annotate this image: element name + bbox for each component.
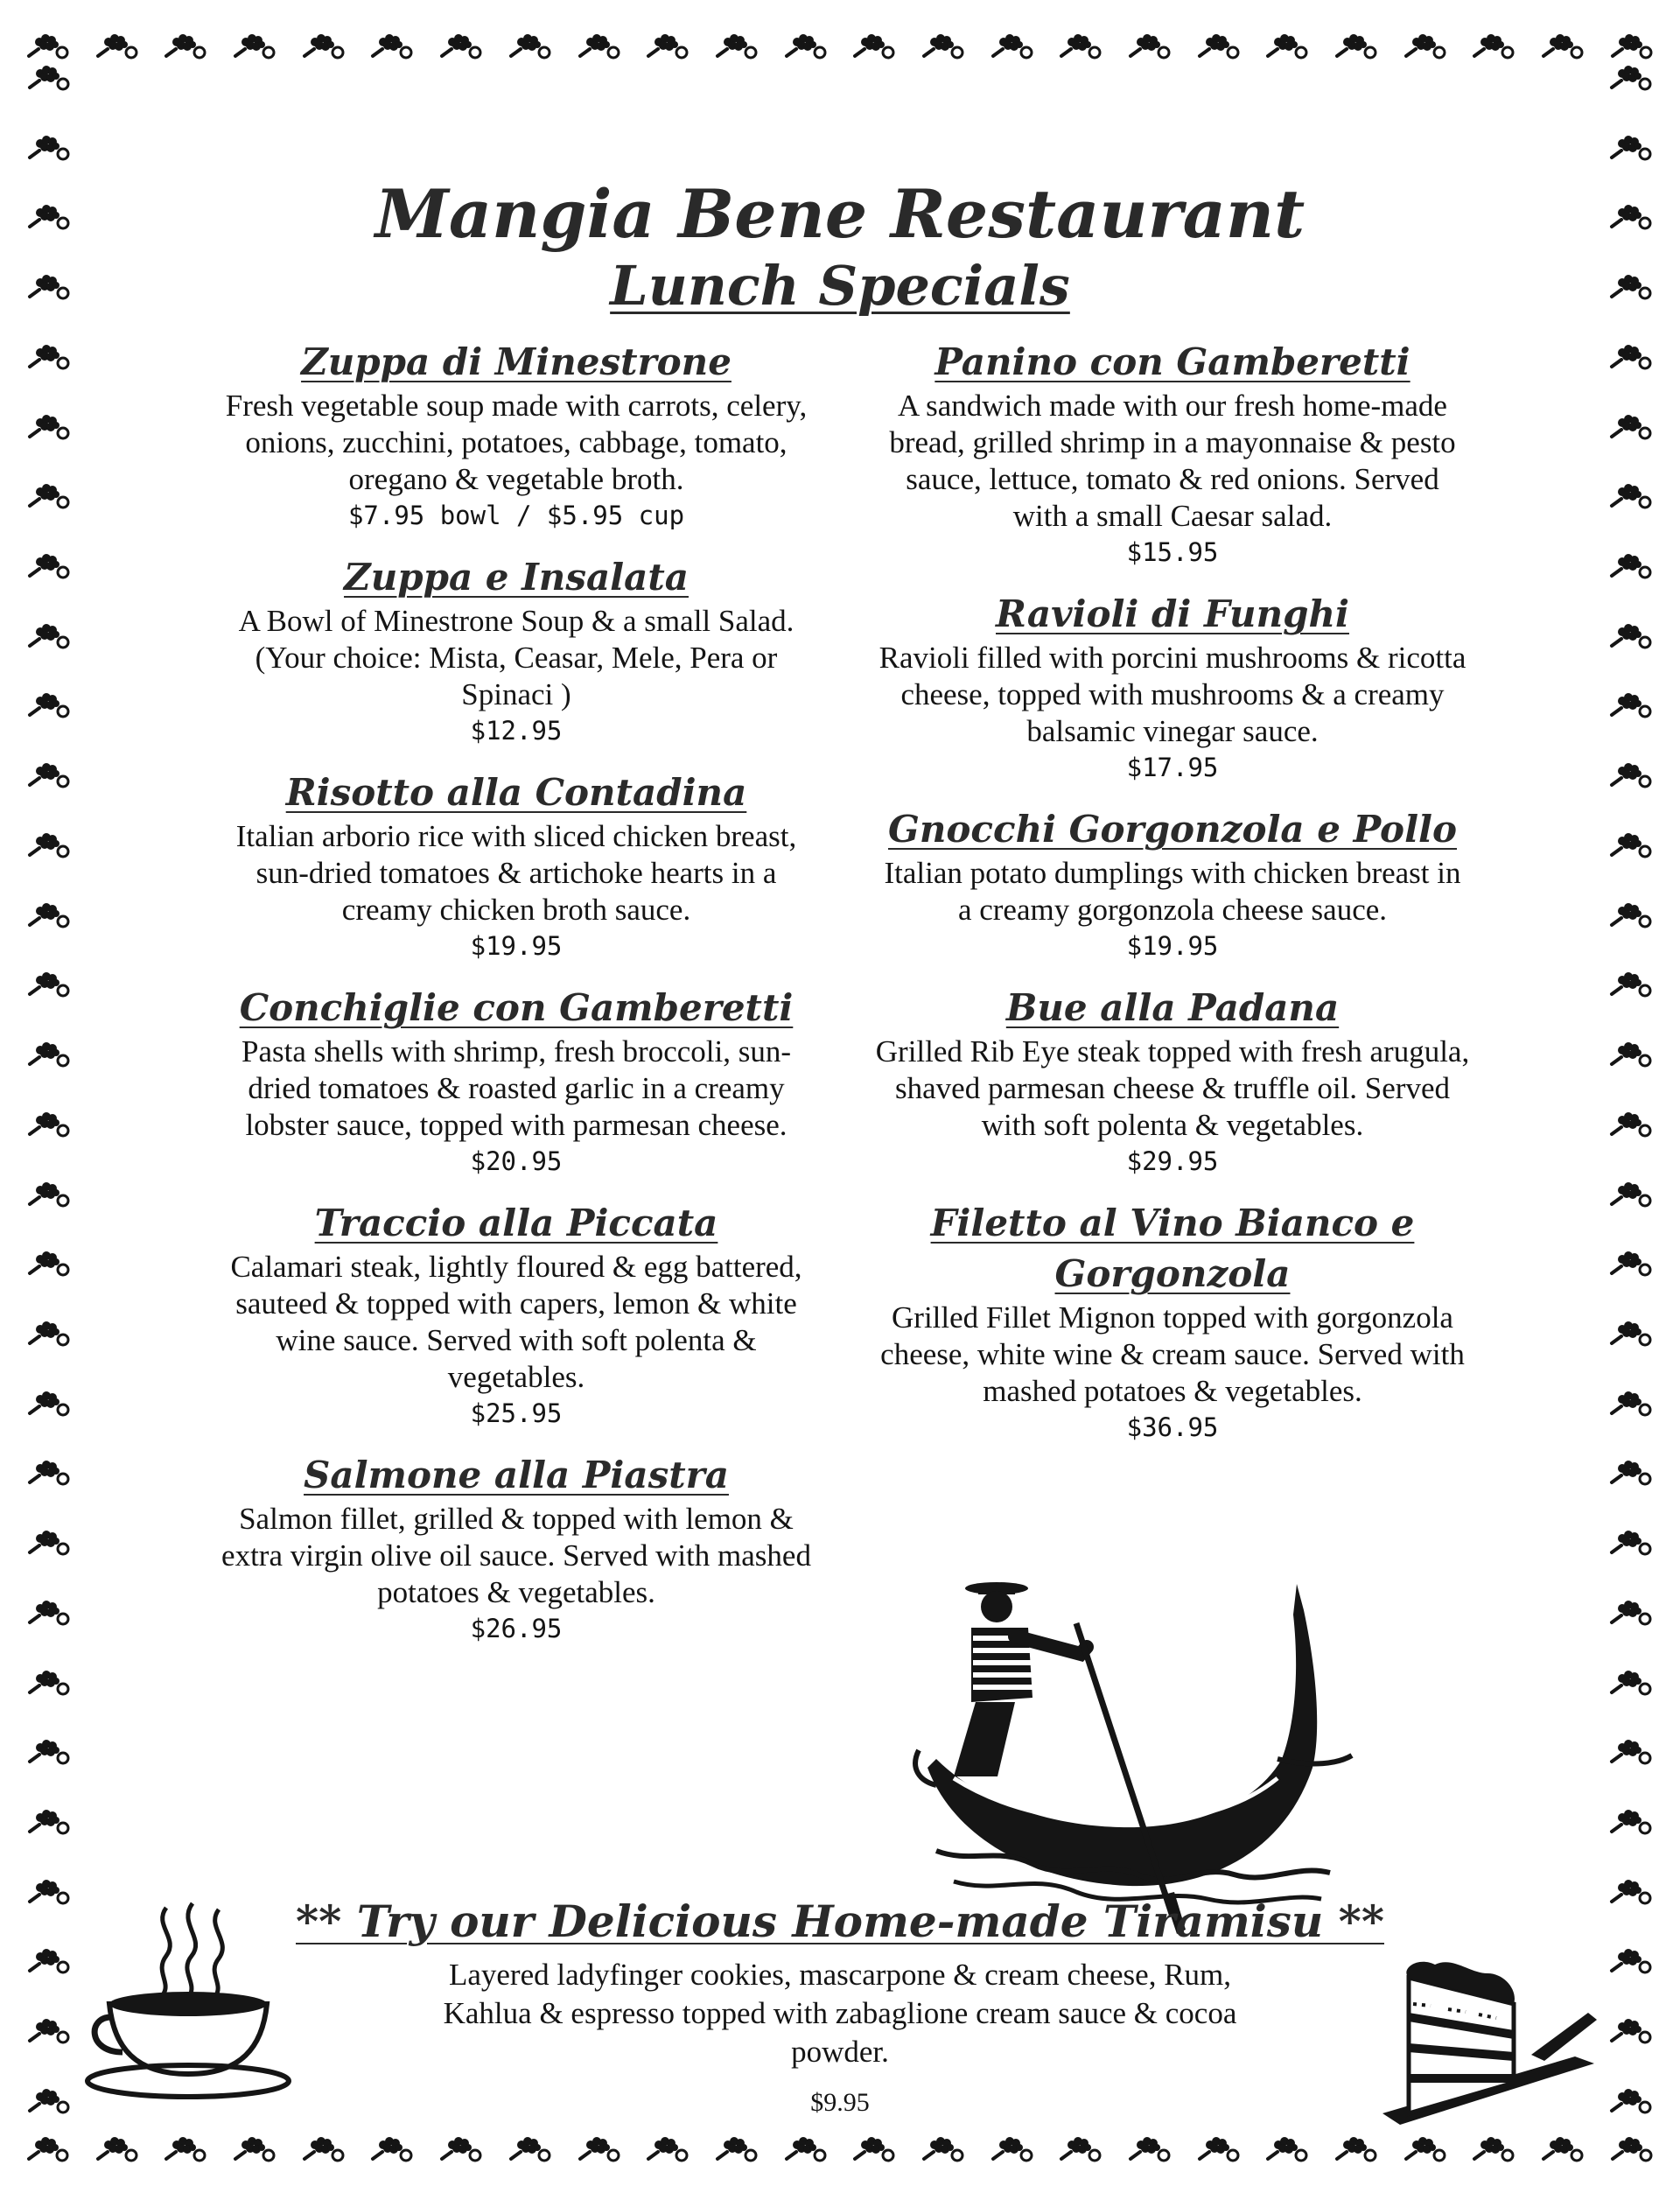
- grape-cluster-icon: [95, 2133, 139, 2166]
- menu-item: [866, 1198, 1479, 1445]
- dish-description: Grilled Rib Eye steak topped with fresh arugula, shaved parmesan cheese & truffle oil. Served with soft polenta & vegetables.: [875, 1034, 1470, 1142]
- grape-cluster-icon: [26, 30, 70, 63]
- grape-cluster-icon: [1609, 1596, 1653, 1629]
- grape-cluster-icon: [1541, 2133, 1585, 2166]
- dish-price: $19.95: [470, 931, 563, 961]
- coffee-cup-icon: [83, 1899, 302, 2100]
- grape-cluster-icon: [1609, 1666, 1653, 1699]
- grape-cluster-icon: [164, 30, 207, 63]
- dish-name: Conchiglie con Gamberetti: [239, 986, 794, 1029]
- grape-cluster-icon: [302, 2133, 346, 2166]
- grape-cluster-icon: [1609, 1038, 1653, 1071]
- dish-description: Italian potato dumplings with chicken breast in a creamy gorgonzola cheese sauce.: [884, 856, 1461, 927]
- grape-cluster-icon: [26, 2133, 70, 2166]
- dish-name: Ravioli di Funghi: [996, 592, 1349, 635]
- dish-name: Panino con Gamberetti: [934, 340, 1410, 383]
- dish-description: Ravioli filled with porcini mushrooms & ricotta cheese, topped with mushrooms & a creamy balsamic vinegar sauce.: [878, 641, 1466, 748]
- dish-description: Pasta shells with shrimp, fresh broccoli, sun-dried tomatoes & roasted garlic in a creamy lobster sauce, topped with parmesan cheese.: [242, 1034, 791, 1142]
- grape-cluster-icon: [1334, 30, 1378, 63]
- gondola-icon: [901, 1549, 1356, 1934]
- grape-cluster-icon: [27, 1178, 71, 1211]
- border-top: [26, 22, 1654, 71]
- border-bottom: [26, 2125, 1654, 2174]
- grape-cluster-icon: [1609, 1387, 1653, 1420]
- dessert-section: [262, 1895, 1418, 2122]
- menu-item: [866, 589, 1479, 785]
- menu-item: [866, 337, 1479, 570]
- grape-cluster-icon: [27, 899, 71, 932]
- dish-price: $19.95: [1126, 931, 1219, 961]
- grape-cluster-icon: [1472, 30, 1516, 63]
- grape-cluster-icon: [1609, 968, 1653, 1001]
- dessert-name: ** Try our Delicious Home-made Tiramisu **: [296, 1895, 1384, 1947]
- grape-cluster-icon: [164, 2133, 207, 2166]
- dish-price: $36.95: [1126, 1412, 1219, 1442]
- grape-cluster-icon: [27, 410, 71, 444]
- grape-cluster-icon: [784, 2133, 828, 2166]
- grape-cluster-icon: [508, 2133, 552, 2166]
- grape-cluster-icon: [1059, 30, 1102, 63]
- dish-price: $25.95: [470, 1398, 563, 1428]
- grape-cluster-icon: [990, 30, 1034, 63]
- grape-cluster-icon: [27, 829, 71, 862]
- grape-cluster-icon: [233, 2133, 276, 2166]
- grape-cluster-icon: [1609, 1735, 1653, 1769]
- grape-cluster-icon: [1609, 61, 1653, 95]
- grape-cluster-icon: [1609, 2014, 1653, 2048]
- grape-cluster-icon: [1609, 131, 1653, 165]
- grape-cluster-icon: [990, 2133, 1034, 2166]
- dish-name: Zuppa di Minestrone: [301, 340, 732, 383]
- dish-description: Italian arborio rice with sliced chicken breast, sun-dried tomatoes & artichoke hearts in a creamy chicken broth sauce.: [235, 819, 797, 927]
- border-left: [24, 61, 74, 2118]
- menu-item: [866, 804, 1479, 963]
- grape-cluster-icon: [1265, 2133, 1309, 2166]
- grape-cluster-icon: [27, 1596, 71, 1629]
- grape-cluster-icon: [1609, 1875, 1653, 1909]
- grape-cluster-icon: [1541, 30, 1585, 63]
- grape-cluster-icon: [27, 2014, 71, 2048]
- grape-cluster-icon: [27, 620, 71, 653]
- grape-cluster-icon: [1404, 2133, 1447, 2166]
- grape-cluster-icon: [1609, 1805, 1653, 1839]
- dessert-price: $9.95: [810, 2088, 870, 2117]
- dish-name: Filetto al Vino Bianco e Gorgonzola: [930, 1202, 1415, 1295]
- grape-cluster-icon: [27, 1944, 71, 1978]
- menu-item: [210, 552, 822, 748]
- grape-cluster-icon: [27, 1666, 71, 1699]
- grape-cluster-icon: [1609, 689, 1653, 722]
- grape-cluster-icon: [1609, 620, 1653, 653]
- grape-cluster-icon: [27, 1805, 71, 1839]
- border-right: [1606, 61, 1656, 2118]
- grape-cluster-icon: [578, 2133, 621, 2166]
- grape-cluster-icon: [27, 340, 71, 374]
- grape-cluster-icon: [27, 1108, 71, 1141]
- dish-price: $12.95: [470, 716, 563, 746]
- grape-cluster-icon: [1609, 410, 1653, 444]
- dish-name: Salmone alla Piastra: [304, 1454, 729, 1496]
- grape-cluster-icon: [1609, 759, 1653, 792]
- grape-cluster-icon: [1059, 2133, 1102, 2166]
- dish-price: $26.95: [470, 1614, 563, 1643]
- grape-cluster-icon: [27, 759, 71, 792]
- page-subtitle: Lunch Specials: [610, 254, 1070, 318]
- grape-cluster-icon: [1609, 1944, 1653, 1978]
- dish-name: Bue alla Padana: [1005, 986, 1340, 1029]
- grape-cluster-icon: [1610, 30, 1654, 63]
- grape-cluster-icon: [27, 61, 71, 95]
- grape-cluster-icon: [715, 2133, 759, 2166]
- grape-cluster-icon: [27, 1247, 71, 1280]
- menu-item: [210, 1450, 822, 1646]
- grape-cluster-icon: [27, 2084, 71, 2118]
- dessert-description: Layered ladyfinger cookies, mascarpone & cream cheese, Rum, Kahlua & espresso topped with zabaglione cream sauce & cocoa powder.: [443, 1958, 1237, 2069]
- grape-cluster-icon: [852, 2133, 896, 2166]
- grape-cluster-icon: [921, 2133, 965, 2166]
- dish-name: Traccio alla Piccata: [314, 1202, 718, 1244]
- grape-cluster-icon: [1609, 1317, 1653, 1350]
- grape-cluster-icon: [27, 480, 71, 513]
- dish-price: $15.95: [1126, 537, 1219, 567]
- dish-description: Salmon fillet, grilled & topped with lemon & extra virgin olive oil sauce. Served with mashed potatoes & vegetables.: [221, 1502, 811, 1609]
- grape-cluster-icon: [1609, 1108, 1653, 1141]
- grape-cluster-icon: [27, 1875, 71, 1909]
- grape-cluster-icon: [508, 30, 552, 63]
- grape-cluster-icon: [578, 30, 621, 63]
- grape-cluster-icon: [921, 30, 965, 63]
- grape-cluster-icon: [27, 131, 71, 165]
- grape-cluster-icon: [1609, 1526, 1653, 1559]
- dish-description: A Bowl of Minestrone Soup & a small Salad. (Your choice: Mista, Ceasar, Mele, Pera or Spinaci ): [238, 604, 794, 711]
- dish-description: Calamari steak, lightly floured & egg battered, sauteed & topped with capers, lemon & white wine sauce. Served with soft polenta & vegetables.: [230, 1250, 802, 1394]
- grape-cluster-icon: [27, 1526, 71, 1559]
- grape-cluster-icon: [27, 689, 71, 722]
- grape-cluster-icon: [27, 1317, 71, 1350]
- grape-cluster-icon: [1609, 2084, 1653, 2118]
- grape-cluster-icon: [1128, 30, 1172, 63]
- grape-cluster-icon: [439, 2133, 483, 2166]
- cake-slice-icon: [1365, 1951, 1601, 2126]
- grape-cluster-icon: [27, 968, 71, 1001]
- menu-item: [866, 983, 1479, 1179]
- grape-cluster-icon: [370, 30, 414, 63]
- dish-name: Risotto alla Contadina: [285, 771, 747, 814]
- dish-description: Grilled Fillet Mignon topped with gorgonzola cheese, white wine & cream sauce. Served with mashed potatoes & vegetables.: [880, 1300, 1465, 1408]
- grape-cluster-icon: [784, 30, 828, 63]
- grape-cluster-icon: [1609, 1178, 1653, 1211]
- grape-cluster-icon: [302, 30, 346, 63]
- grape-cluster-icon: [1609, 1247, 1653, 1280]
- dish-price: $20.95: [470, 1146, 563, 1176]
- grape-cluster-icon: [1265, 30, 1309, 63]
- grape-cluster-icon: [715, 30, 759, 63]
- grape-cluster-icon: [27, 1038, 71, 1071]
- grape-cluster-icon: [1609, 899, 1653, 932]
- menu-column-right: [866, 337, 1479, 1464]
- grape-cluster-icon: [27, 550, 71, 583]
- grape-cluster-icon: [1128, 2133, 1172, 2166]
- dish-price: $17.95: [1126, 753, 1219, 782]
- grape-cluster-icon: [1609, 829, 1653, 862]
- menu-item: [210, 983, 822, 1179]
- page-title: Mangia Bene Restaurant: [374, 175, 1306, 253]
- grape-cluster-icon: [1609, 1456, 1653, 1489]
- grape-cluster-icon: [1610, 2133, 1654, 2166]
- dish-price: $29.95: [1126, 1146, 1219, 1176]
- dish-name: Zuppa e Insalata: [344, 556, 689, 599]
- grape-cluster-icon: [1472, 2133, 1516, 2166]
- grape-cluster-icon: [852, 30, 896, 63]
- dish-description: A sandwich made with our fresh home-made bread, grilled shrimp in a mayonnaise & pesto sauce, lettuce, tomato & red onions. Served with a small Caesar salad.: [889, 389, 1456, 533]
- grape-cluster-icon: [1334, 2133, 1378, 2166]
- grape-cluster-icon: [1197, 2133, 1241, 2166]
- grape-cluster-icon: [27, 1735, 71, 1769]
- grape-cluster-icon: [370, 2133, 414, 2166]
- menu-item: [210, 337, 822, 533]
- grape-cluster-icon: [1609, 480, 1653, 513]
- grape-cluster-icon: [1197, 30, 1241, 63]
- dish-name: Gnocchi Gorgonzola e Pollo: [888, 808, 1457, 851]
- grape-cluster-icon: [646, 30, 690, 63]
- grape-cluster-icon: [1609, 340, 1653, 374]
- grape-cluster-icon: [95, 30, 139, 63]
- dish-price: $7.95 bowl / $5.95 cup: [347, 501, 685, 530]
- dish-description: Fresh vegetable soup made with carrots, celery, onions, zucchini, potatoes, cabbage, tomato, oregano & vegetable broth.: [225, 389, 808, 496]
- grape-cluster-icon: [439, 30, 483, 63]
- menu-item: [210, 1198, 822, 1431]
- grape-cluster-icon: [27, 1387, 71, 1420]
- grape-cluster-icon: [646, 2133, 690, 2166]
- grape-cluster-icon: [27, 1456, 71, 1489]
- grape-cluster-icon: [1404, 30, 1447, 63]
- grape-cluster-icon: [233, 30, 276, 63]
- menu-column-left: [210, 337, 822, 1665]
- grape-cluster-icon: [1609, 550, 1653, 583]
- menu-item: [210, 767, 822, 963]
